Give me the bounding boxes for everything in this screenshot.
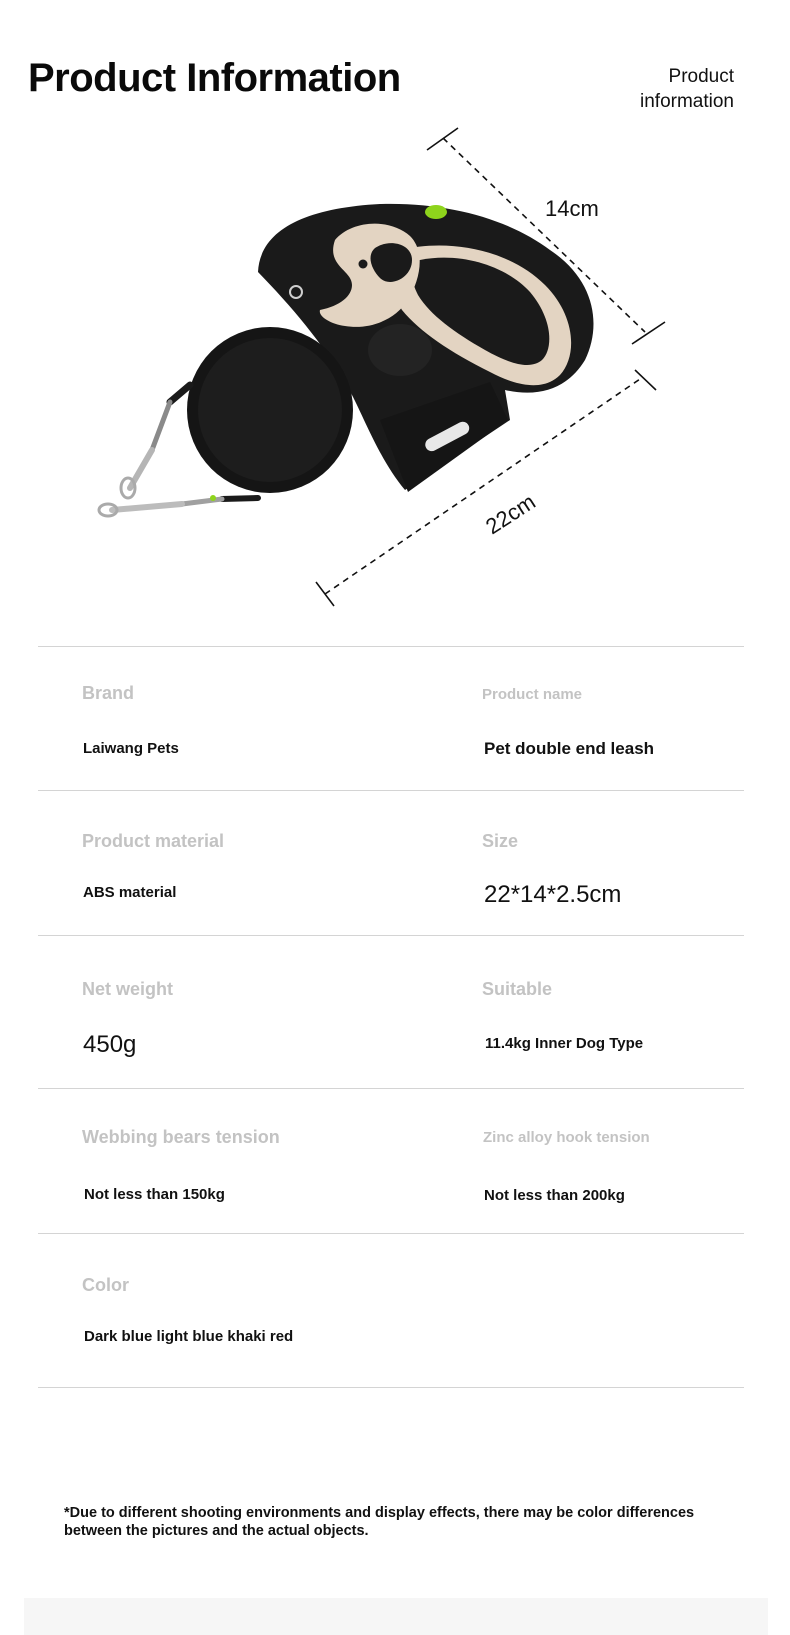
spec-divider: [38, 1088, 744, 1089]
product-image: [90, 120, 690, 640]
spec-label-size: Size: [482, 831, 519, 851]
spec-value-material: ABS material: [83, 884, 177, 901]
spec-value-suitable: 11.4kg Inner Dog Type: [485, 1035, 644, 1052]
spec-label-suitable: Suitable: [482, 979, 553, 999]
page-subtitle: Product information: [640, 66, 734, 112]
spec-value-color: Dark blue light blue khaki red: [84, 1328, 294, 1345]
spec-label-hook-tension: Zinc alloy hook tension: [483, 1129, 650, 1146]
spec-label-webbing-tension: Webbing bears tension: [82, 1127, 280, 1147]
spec-divider: [38, 1233, 744, 1234]
spec-label-color: Color: [82, 1275, 129, 1295]
leash-body: [187, 204, 593, 493]
spec-value-net-weight: 450g: [83, 1031, 137, 1058]
spec-label-product-name: Product name: [482, 686, 583, 703]
spec-label-brand: Brand: [82, 683, 135, 703]
color-disclaimer-note: *Due to different shooting environments and display effects, there may be color differences between the pictures and the actual objects.: [64, 1505, 695, 1539]
length-label: 22cm: [481, 488, 540, 540]
spec-divider: [38, 935, 744, 936]
leash-icon: [90, 120, 690, 640]
spec-label-net-weight: Net weight: [82, 979, 174, 999]
spec-label-material: Product material: [82, 831, 225, 851]
spec-value-webbing-tension: Not less than 150kg: [84, 1186, 225, 1203]
spec-value-hook-tension: Not less than 200kg: [484, 1187, 625, 1204]
page-title: Product Information: [28, 56, 401, 100]
spec-value-product-name: Pet double end leash: [484, 739, 655, 758]
width-label: 14cm: [545, 196, 599, 221]
spec-divider: [38, 646, 744, 647]
spec-divider: [38, 1387, 744, 1388]
spec-value-brand: Laiwang Pets: [83, 740, 179, 757]
spec-divider: [38, 790, 744, 791]
footer-band: [24, 1598, 768, 1635]
spec-value-size: 22*14*2.5cm: [484, 881, 622, 908]
